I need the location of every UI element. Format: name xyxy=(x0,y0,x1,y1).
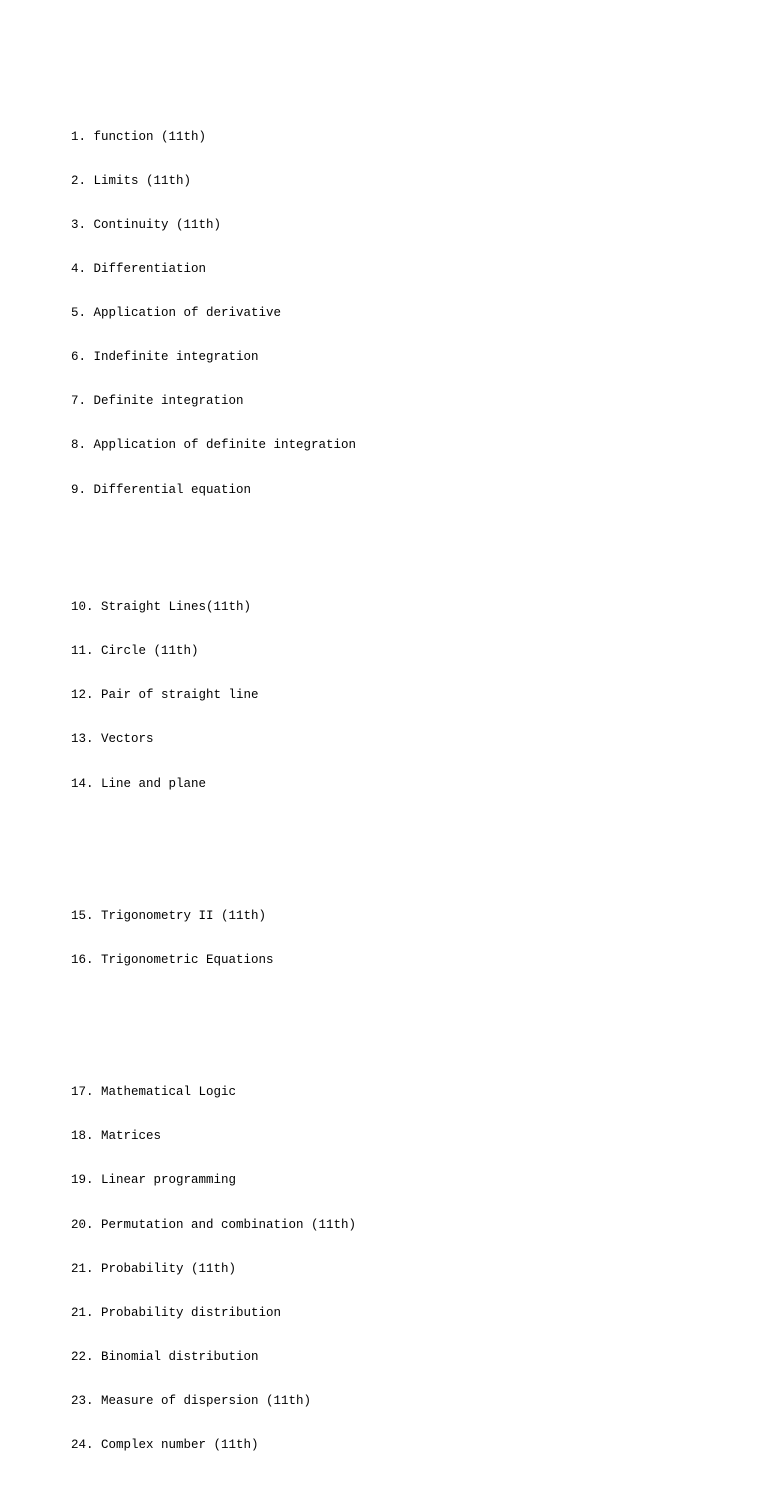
document-page xyxy=(71,71,356,1497)
topic-group-geometry xyxy=(71,571,356,821)
list-item: 11. Circle (11th) xyxy=(71,644,199,659)
list-item: 1. function (11th) xyxy=(71,129,207,144)
list-item: 14. Line and plane xyxy=(71,776,207,791)
list-item: 16. Trigonometric Equations xyxy=(71,952,274,967)
list-item: 20. Permutation and combination (11th) xyxy=(71,1217,357,1232)
list-item: 24. Complex number (11th) xyxy=(71,1437,259,1452)
list-item: 8. Application of definite integration xyxy=(71,438,357,453)
list-item: 6. Indefinite integration xyxy=(71,350,259,365)
list-item: 9. Differential equation xyxy=(71,482,252,497)
list-item: 13. Vectors xyxy=(71,732,154,747)
list-item: 23. Measure of dispersion (11th) xyxy=(71,1393,312,1408)
list-item: 15. Trigonometry II (11th) xyxy=(71,908,267,923)
list-item: 18. Matrices xyxy=(71,1129,162,1144)
list-item: 17. Mathematical Logic xyxy=(71,1085,237,1100)
list-item: 19. Linear programming xyxy=(71,1173,237,1188)
list-item: 22. Binomial distribution xyxy=(71,1349,259,1364)
list-item: 5. Application of derivative xyxy=(71,306,282,321)
list-item: 10. Straight Lines(11th) xyxy=(71,600,252,615)
list-item: 21. Probability (11th) xyxy=(71,1261,237,1276)
topic-group-trigonometry xyxy=(71,879,356,997)
list-item: 3. Continuity (11th) xyxy=(71,218,222,232)
list-item: 12. Pair of straight line xyxy=(71,688,259,703)
list-item: 2. Limits (11th) xyxy=(71,173,192,188)
topic-group-algebra-statistics xyxy=(71,1056,356,1482)
list-item: 21. Probability distribution xyxy=(71,1305,282,1320)
list-item: 7. Definite integration xyxy=(71,394,244,409)
topic-group-calculus xyxy=(71,100,356,526)
list-item: 4. Differentiation xyxy=(71,262,207,277)
